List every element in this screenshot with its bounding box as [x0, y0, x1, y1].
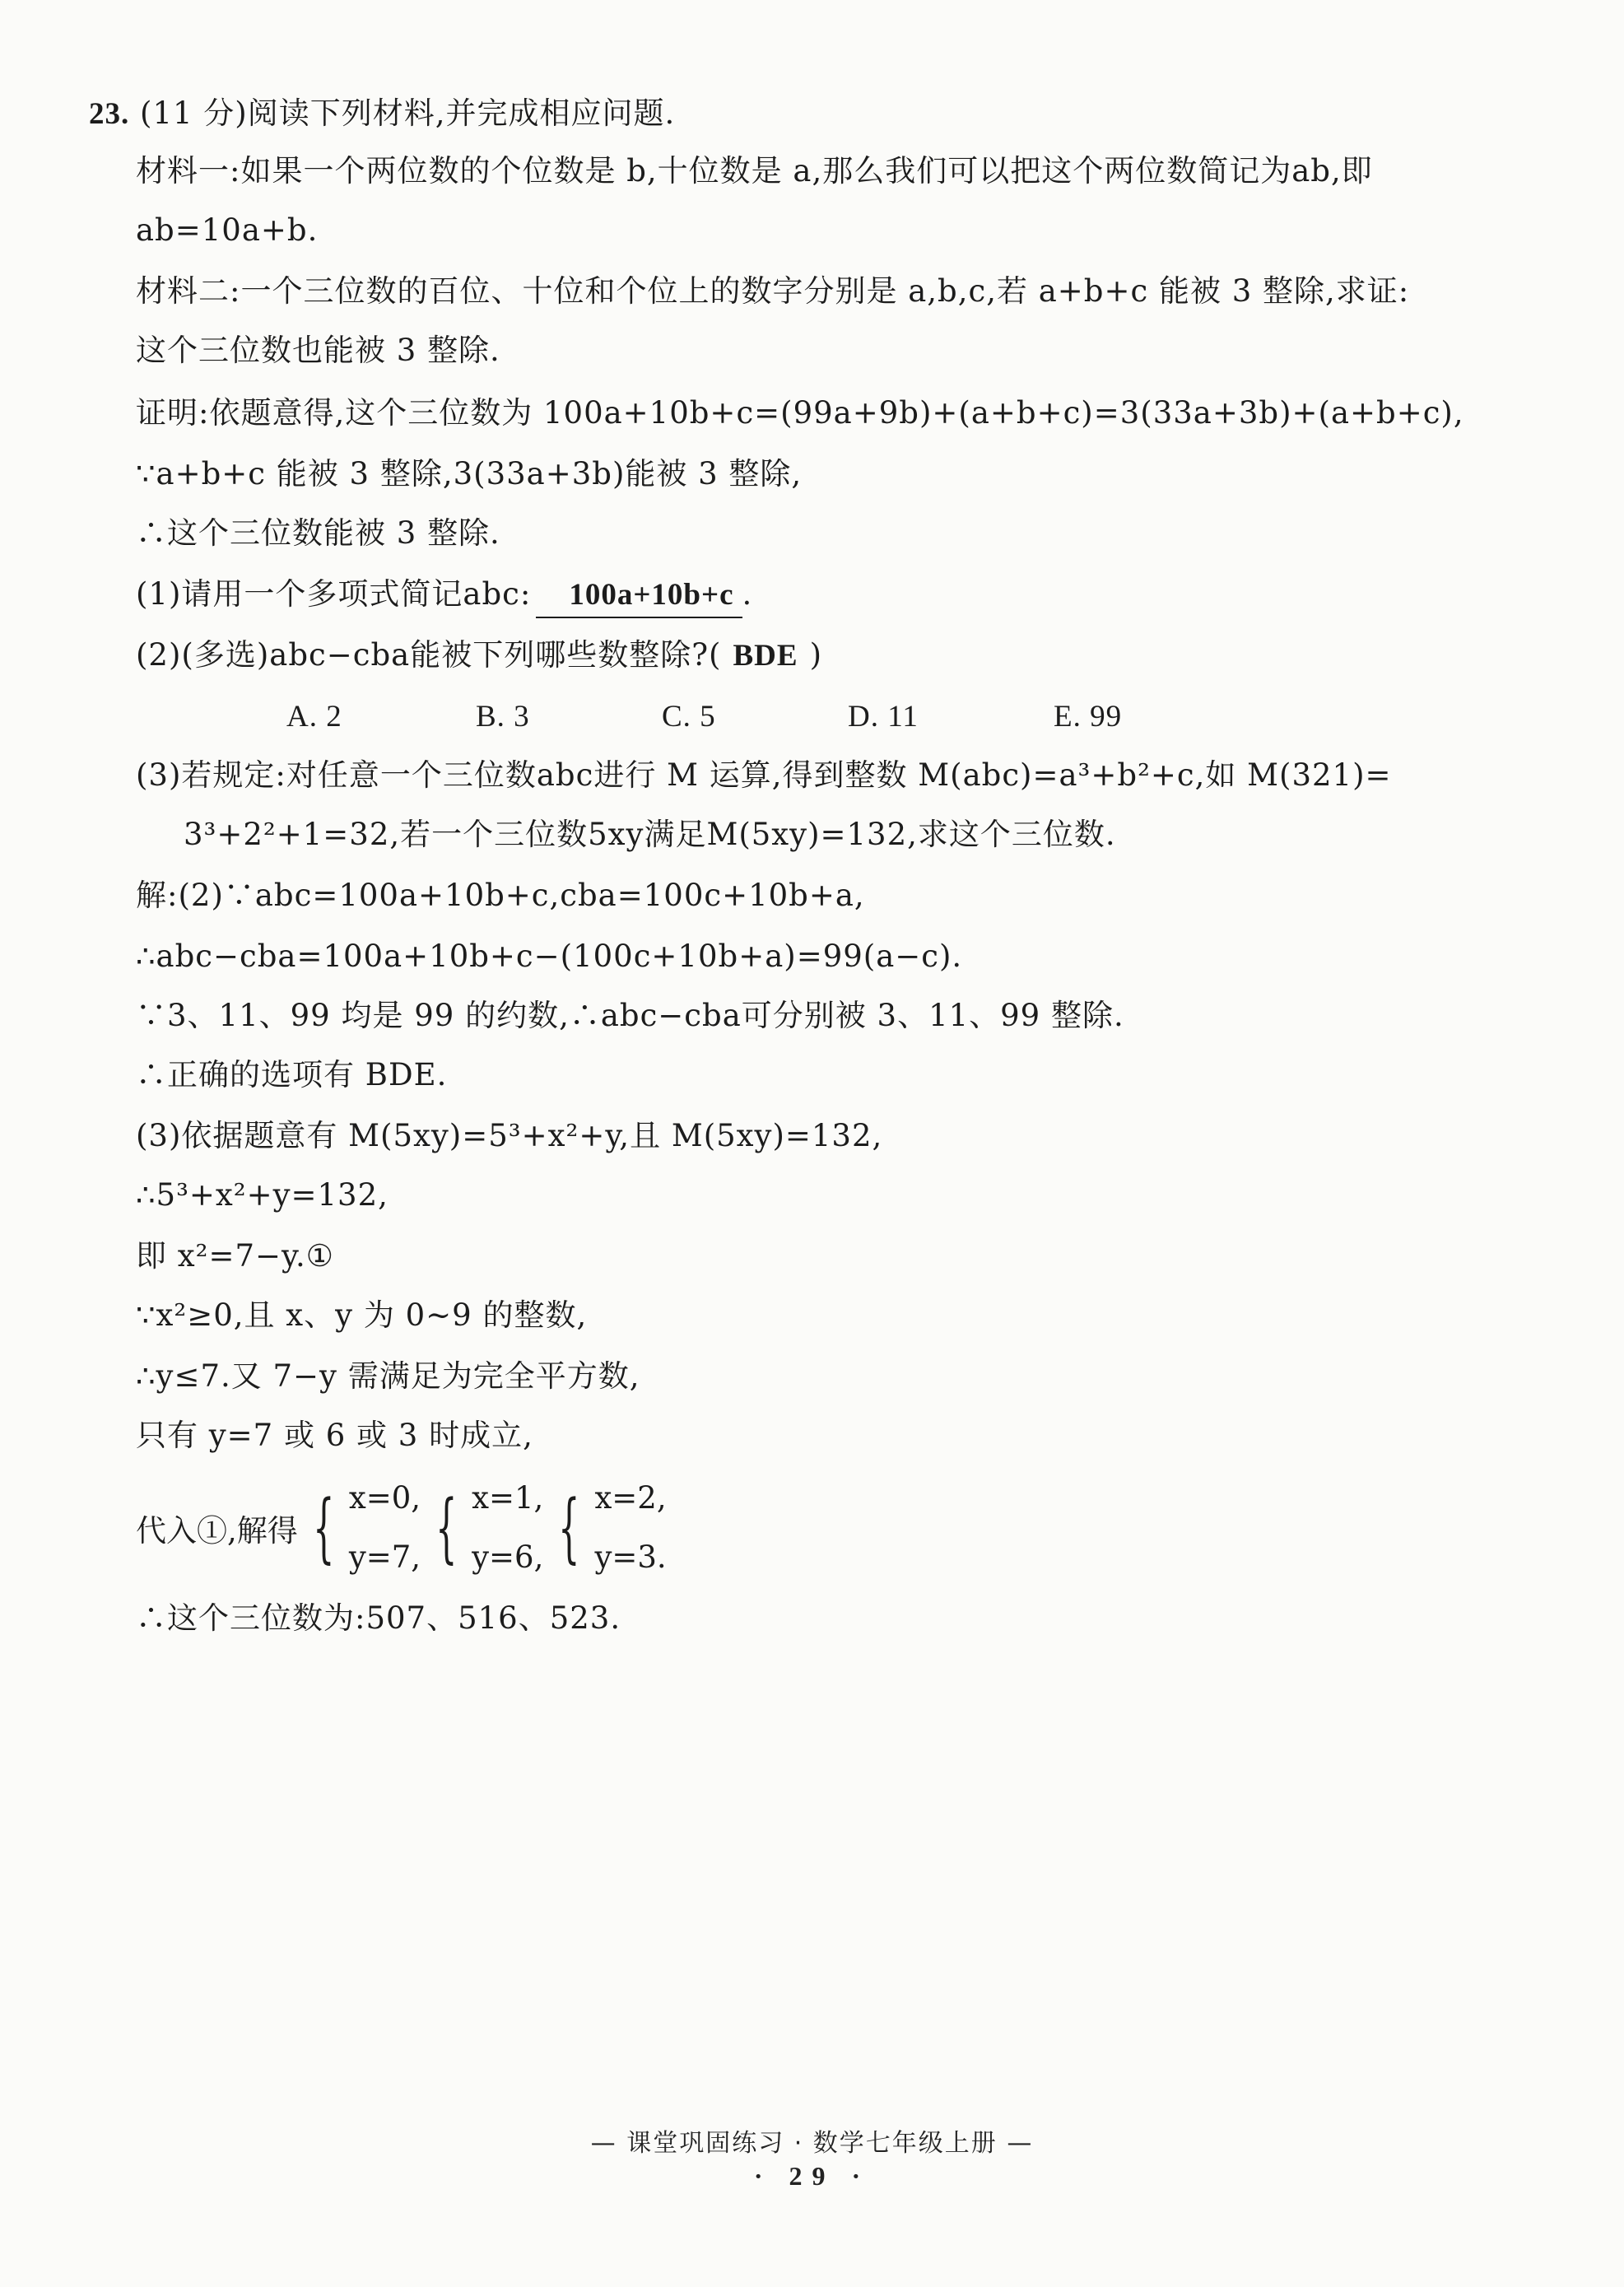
equation-systems-row: [136, 1469, 667, 1587]
material2-line2: 这个三位数也能被 3 整除.: [136, 333, 500, 368]
page-number: · 29 ·: [753, 2161, 871, 2191]
system-top: x=2,: [594, 1480, 667, 1516]
q3-line1: (3)若规定:对任意一个三位数abc进行 M 运算,得到整数 M(abc)=a³+b²+c,如 M(321)=: [136, 757, 1392, 793]
proof-line1: 证明:依题意得,这个三位数为 100a+10b+c=(99a+9b)+(a+b+c)=3(33a+3b)+(a+b+c),: [136, 395, 1464, 431]
q2-prompt: (2)(多选)abc−cba能被下列哪些数整除?(: [136, 637, 722, 673]
solution-line: ∵3、11、99 均是 99 的约数,∴abc−cba可分别被 3、11、99 整除.: [136, 998, 1124, 1033]
question-header: (11 分)阅读下列材料,并完成相应问题.: [140, 95, 676, 131]
option-d: D. 11: [848, 700, 919, 734]
q1-prompt: (1)请用一个多项式简记abc:: [136, 576, 532, 612]
system-bottom: y=3.: [594, 1539, 667, 1575]
left-brace: {: [435, 1484, 458, 1572]
equation-system: [472, 1469, 543, 1587]
solution-line: ∴y≤7.又 7−y 需满足为完全平方数,: [136, 1358, 640, 1394]
option-c: C. 5: [662, 700, 716, 734]
option-e: E. 99: [1054, 700, 1123, 734]
system-top: x=0,: [348, 1480, 421, 1516]
solution-conclusion: ∴这个三位数为:507、516、523.: [136, 1600, 621, 1636]
equation-system: [594, 1469, 666, 1587]
material2-line1: 材料二:一个三位数的百位、十位和个位上的数字分别是 a,b,c,若 a+b+c 能被 3 整除,求证:: [136, 273, 1410, 309]
solution-line: ∴5³+x²+y=132,: [136, 1177, 389, 1213]
proof-line3: ∴这个三位数能被 3 整除.: [136, 515, 500, 551]
book-footer: — 课堂巩固练习 · 数学七年级上册 —: [590, 2129, 1034, 2158]
system-bottom: y=7,: [348, 1539, 421, 1575]
solution-line: ∴正确的选项有 BDE.: [136, 1057, 448, 1092]
material1-line1: 材料一:如果一个两位数的个位数是 b,十位数是 a,那么我们可以把这个两位数简记为ab,即: [136, 153, 1373, 189]
solution-line: 只有 y=7 或 6 或 3 时成立,: [136, 1418, 533, 1453]
substitute-label: 代入①,解得: [136, 1513, 298, 1549]
q1-answer: 100a+10b+c: [536, 574, 742, 618]
left-brace: {: [558, 1484, 580, 1572]
solution-line: 即 x²=7−y.①: [136, 1238, 334, 1274]
options-row: [286, 695, 1122, 738]
solution-line: (3)依据题意有 M(5xy)=5³+x²+y,且 M(5xy)=132,: [136, 1118, 883, 1153]
question-header-row: [89, 92, 675, 136]
q1-row: [136, 573, 752, 618]
solution-line: 解:(2)∵abc=100a+10b+c,cba=100c+10b+a,: [136, 878, 865, 913]
left-brace: {: [312, 1484, 334, 1572]
proof-line2: ∵a+b+c 能被 3 整除,3(33a+3b)能被 3 整除,: [136, 456, 803, 491]
q2-answer: BDE: [733, 639, 798, 673]
material1-line2: ab=10a+b.: [136, 212, 319, 248]
solution-line: ∴abc−cba=100a+10b+c−(100c+10b+a)=99(a−c).: [136, 939, 963, 974]
solution-line: ∵x²≥0,且 x、y 为 0~9 的整数,: [136, 1297, 588, 1333]
q1-suffix: .: [742, 576, 753, 612]
equation-system: [349, 1469, 421, 1587]
option-a: A. 2: [286, 700, 342, 734]
q2-row: [136, 634, 822, 678]
option-b: B. 3: [476, 700, 530, 734]
system-bottom: y=6,: [472, 1539, 544, 1575]
q2-suffix: ): [809, 637, 823, 673]
q3-line2: 3³+2²+1=32,若一个三位数5xy满足M(5xy)=132,求这个三位数.: [184, 817, 1116, 852]
system-top: x=1,: [472, 1480, 544, 1516]
question-number: 23.: [89, 97, 130, 131]
